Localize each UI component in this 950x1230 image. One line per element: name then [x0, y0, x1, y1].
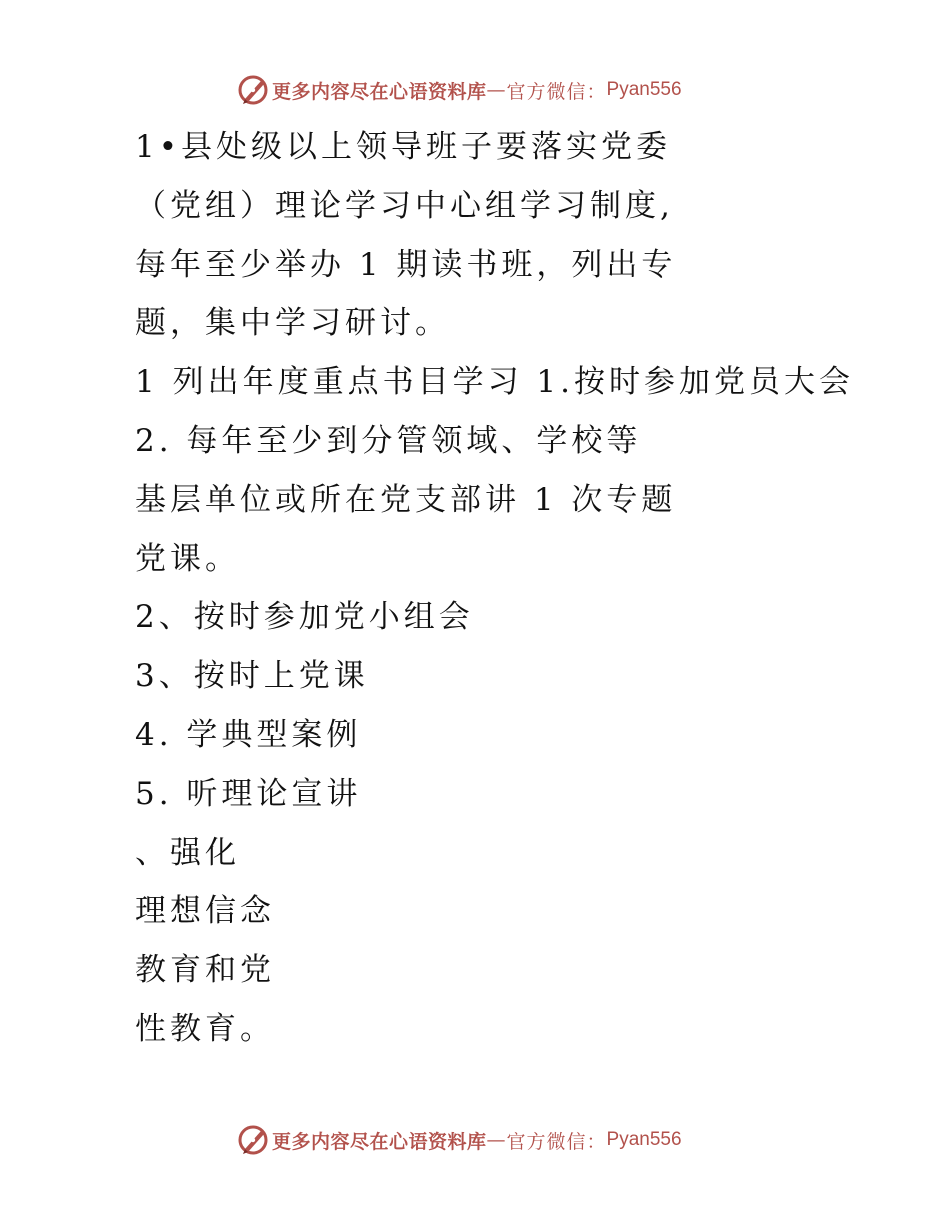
text-line: 2. 每年至少到分管领域、学校等	[135, 422, 642, 459]
text-line: 5. 听理论宣讲	[135, 775, 362, 812]
text-line: 、强化	[135, 834, 240, 871]
text-line: 基层单位或所在党支部讲 1 次专题	[135, 481, 677, 518]
text-line: 1•县处级以上领导班子要落实党委	[135, 129, 672, 165]
watermark-footer	[236, 1123, 682, 1157]
watermark-wechat-label: 官方微信：	[506, 80, 607, 103]
watermark-header	[236, 73, 682, 107]
text-line: （党组）理论学习中心组学习制度,	[135, 187, 674, 224]
watermark-brand: 更多内容尽在心语资料库	[272, 1130, 487, 1153]
watermark-dash: —	[486, 1129, 507, 1151]
text-line: 性教育。	[135, 1010, 275, 1047]
text-line: 3、按时上党课	[135, 658, 369, 695]
watermark-wechat-id: Pyan556	[606, 1129, 682, 1150]
pen-logo-icon	[236, 1123, 270, 1157]
text-line: 教育和党	[135, 952, 275, 989]
document-body	[135, 125, 915, 1066]
text-line: 每年至少举办 1 期读书班，列出专	[135, 246, 677, 283]
text-line: 2、按时参加党小组会	[135, 599, 474, 636]
text-line: 党课。	[135, 540, 240, 577]
pen-logo-icon	[236, 73, 270, 107]
watermark-wechat-id: Pyan556	[606, 79, 682, 100]
watermark-dash: —	[486, 79, 507, 101]
text-line: 题，集中学习研讨。	[135, 305, 450, 342]
text-line: 理想信念	[135, 893, 275, 930]
watermark-wechat-label: 官方微信：	[506, 1130, 607, 1153]
watermark-brand: 更多内容尽在心语资料库	[272, 80, 487, 103]
text-line: 4. 学典型案例	[135, 716, 362, 753]
text-line: 1 列出年度重点书目学习 1.按时参加党员大会	[135, 364, 855, 401]
